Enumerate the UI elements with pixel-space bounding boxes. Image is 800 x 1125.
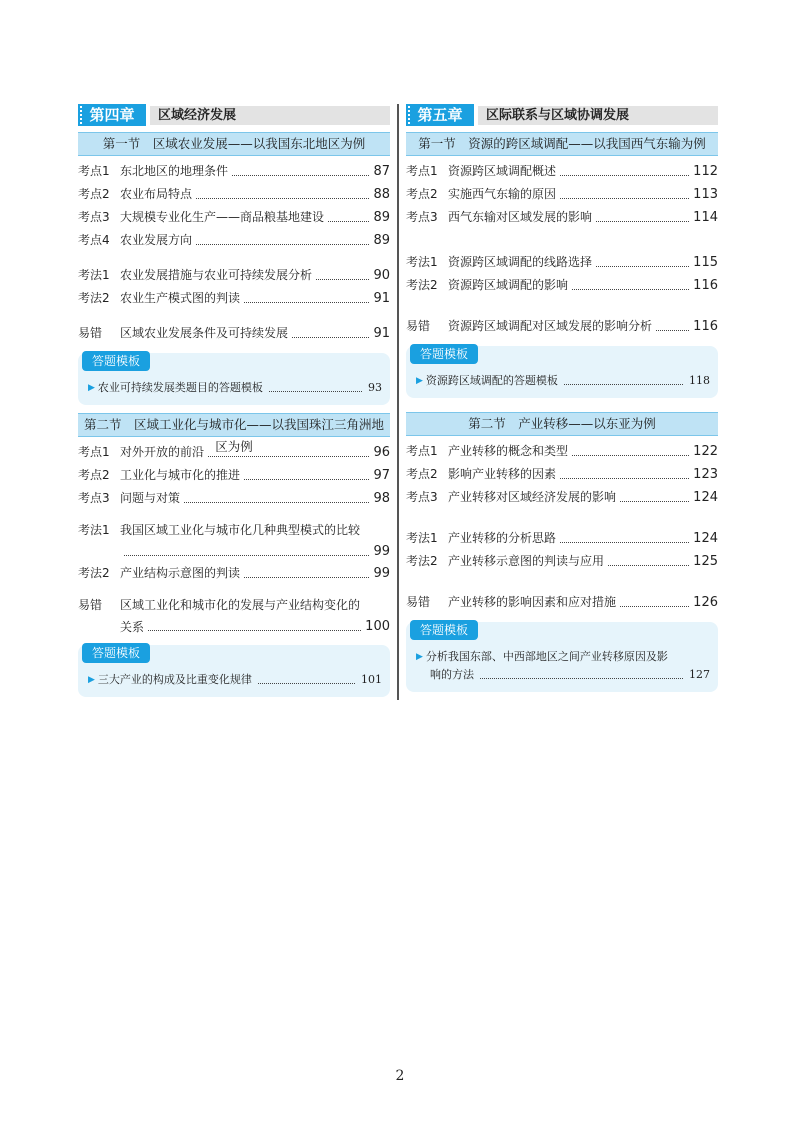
entry-label: 考点1 (78, 445, 110, 459)
toc-entry[interactable] (78, 287, 390, 310)
entry-label: 考点3 (406, 490, 438, 504)
toc-entry[interactable] (78, 464, 390, 487)
entry-text: 资源跨区域调配的线路选择 (448, 255, 593, 269)
entry-page: 89 (373, 233, 390, 248)
toc-entry[interactable] (78, 183, 390, 206)
toc-entry[interactable] (406, 550, 718, 573)
triangle-right-icon: ▶ (416, 652, 423, 662)
entry-page: 100 (365, 619, 390, 634)
entry-text: 区域工业化和城市化的发展与产业结构变化的 (120, 598, 361, 612)
entry-label: 考法1 (406, 255, 438, 269)
toc-entry[interactable] (78, 597, 390, 617)
entry-label: 考点2 (406, 187, 438, 201)
toc-entry[interactable] (406, 160, 718, 183)
chapter-header (78, 104, 390, 126)
entry-page: 88 (373, 187, 390, 202)
entry-label: 考点4 (78, 233, 110, 247)
entry-page: 123 (693, 467, 718, 482)
entry-label: 考点3 (406, 210, 438, 224)
entry-text: 工业化与城市化的推进 (120, 468, 241, 482)
entry-page: 113 (693, 187, 718, 202)
entry-label: 考点3 (78, 491, 110, 505)
entry-text: 东北地区的地理条件 (120, 164, 229, 178)
entry-label: 考法2 (78, 291, 110, 305)
entry-label: 考法1 (406, 531, 438, 545)
column-divider (397, 104, 399, 700)
entry-label: 易错 (78, 598, 103, 612)
entry-text-cont: 关系 (120, 620, 145, 634)
toc-entry[interactable] (78, 322, 390, 345)
entry-text: 产业转移对区域经济发展的影响 (448, 490, 617, 504)
entry-text: 产业结构示意图的判读 (120, 566, 241, 580)
page-number: 2 (395, 1068, 405, 1084)
section-title[interactable]: 第二节 区域工业化与城市化——以我国珠江三角洲地区为例 (78, 413, 390, 437)
triangle-right-icon: ▶ (416, 376, 423, 386)
entry-page: 124 (693, 531, 718, 546)
template-text: 资源跨区域调配的答题模板 (425, 374, 558, 387)
entry-label: 考法2 (78, 566, 110, 580)
answer-template-box (406, 346, 718, 398)
entry-page: 97 (373, 468, 390, 483)
chapter-5-column (406, 104, 718, 692)
section-title[interactable]: 第二节 产业转移——以东亚为例 (406, 412, 718, 436)
answer-template-box (406, 622, 718, 692)
entry-page: 112 (693, 164, 718, 179)
entry-label: 易错 (406, 319, 431, 333)
entry-text: 农业发展措施与农业可持续发展分析 (120, 268, 313, 282)
toc-entry[interactable] (406, 251, 718, 274)
entry-page: 99 (373, 544, 390, 559)
template-entry[interactable] (416, 648, 710, 666)
entry-text: 资源跨区域调配概述 (448, 164, 557, 178)
toc-entry[interactable] (78, 264, 390, 287)
toc-entry[interactable] (78, 562, 390, 585)
toc-entry[interactable] (406, 274, 718, 297)
chapter-number: 第五章 (417, 106, 463, 124)
entry-text: 产业转移示意图的判读与应用 (448, 554, 605, 568)
template-text: 农业可持续发展类题目的答题模板 (97, 381, 263, 394)
entry-label: 易错 (78, 326, 103, 340)
entry-text: 资源跨区域调配的影响 (448, 278, 569, 292)
entry-text: 西气东输对区域发展的影响 (448, 210, 593, 224)
entry-text: 实施西气东输的原因 (448, 187, 557, 201)
answer-template-tag: 答题模板 (410, 344, 478, 364)
entry-page: 116 (693, 278, 718, 293)
answer-template-tag: 答题模板 (82, 643, 150, 663)
template-text: 三大产业的构成及比重变化规律 (97, 673, 252, 686)
section-title[interactable]: 第一节 资源的跨区域调配——以我国西气东输为例 (406, 132, 718, 156)
chapter-header (406, 104, 718, 126)
toc-entry[interactable] (78, 487, 390, 510)
entry-page: 96 (373, 445, 390, 460)
entry-text: 对外开放的前沿 (120, 445, 205, 459)
entry-text: 资源跨区域调配对区域发展的影响分析 (448, 319, 653, 333)
entry-label: 考法2 (406, 278, 438, 292)
template-page: 93 (368, 381, 382, 394)
entry-page: 91 (373, 291, 390, 306)
toc-entry-continuation[interactable] (78, 542, 390, 562)
toc-entry[interactable] (406, 527, 718, 550)
entry-text: 问题与对策 (120, 491, 181, 505)
entry-label: 考点2 (78, 187, 110, 201)
entry-text: 农业生产模式图的判读 (120, 291, 241, 305)
entry-label: 考点1 (406, 164, 438, 178)
template-text: 分析我国东部、中西部地区之间产业转移原因及影 (425, 650, 668, 663)
answer-template-box (78, 645, 390, 697)
entry-label: 考法1 (78, 268, 110, 282)
template-entry[interactable] (88, 671, 382, 689)
entry-text: 产业转移的影响因素和应对措施 (448, 595, 617, 609)
toc-entry[interactable] (406, 183, 718, 206)
entry-text: 影响产业转移的因素 (448, 467, 557, 481)
toc-entry[interactable] (406, 463, 718, 486)
template-entry[interactable] (416, 372, 710, 390)
chapter-number-badge (78, 104, 146, 126)
entry-page: 87 (373, 164, 390, 179)
toc-entry[interactable] (78, 229, 390, 252)
template-entry-continuation[interactable] (416, 666, 710, 684)
entry-page: 98 (373, 491, 390, 506)
entry-page: 91 (373, 326, 390, 341)
template-page: 101 (361, 673, 382, 686)
entry-label: 考点2 (406, 467, 438, 481)
entry-text: 农业发展方向 (120, 233, 193, 247)
answer-template-box (78, 353, 390, 405)
entry-text: 我国区域工业化与城市化几种典型模式的比较 (120, 523, 361, 537)
toc-entry[interactable] (78, 206, 390, 229)
triangle-right-icon: ▶ (88, 383, 95, 393)
answer-template-tag: 答题模板 (410, 620, 478, 640)
entry-label: 考法2 (406, 554, 438, 568)
template-text-cont: 响的方法 (430, 668, 474, 681)
toc-entry[interactable] (406, 315, 718, 338)
entry-page: 115 (693, 255, 718, 270)
template-page: 127 (689, 668, 710, 681)
entry-page: 114 (693, 210, 718, 225)
entry-label: 考点3 (78, 210, 110, 224)
entry-page: 90 (373, 268, 390, 283)
entry-text: 产业转移的概念和类型 (448, 444, 569, 458)
section-title[interactable]: 第一节 区域农业发展——以我国东北地区为例 (78, 132, 390, 156)
chapter-4-column (78, 104, 390, 697)
entry-label: 考点2 (78, 468, 110, 482)
entry-label: 考法1 (78, 523, 110, 537)
entry-page: 89 (373, 210, 390, 225)
toc-entry-continuation[interactable] (78, 617, 390, 637)
entry-page: 125 (693, 554, 718, 569)
toc-entry[interactable] (406, 591, 718, 614)
entry-text: 大规模专业化生产——商品粮基地建设 (120, 210, 325, 224)
toc-entry[interactable] (78, 522, 390, 542)
toc-entry[interactable] (406, 206, 718, 229)
template-page: 118 (689, 374, 710, 387)
chapter-number-badge (406, 104, 474, 126)
entry-text: 农业布局特点 (120, 187, 193, 201)
entry-label: 考点1 (78, 164, 110, 178)
template-entry[interactable] (88, 379, 382, 397)
triangle-right-icon: ▶ (88, 675, 95, 685)
answer-template-tag: 答题模板 (82, 351, 150, 371)
toc-entry[interactable] (406, 440, 718, 463)
entry-page: 122 (693, 444, 718, 459)
toc-entry[interactable] (406, 486, 718, 509)
entry-page: 99 (373, 566, 390, 581)
entry-page: 116 (693, 319, 718, 334)
chapter-number: 第四章 (89, 106, 135, 124)
entry-text: 产业转移的分析思路 (448, 531, 557, 545)
entry-page: 126 (693, 595, 718, 610)
chapter-title: 区际联系与区域协调发展 (478, 106, 718, 125)
entry-page: 124 (693, 490, 718, 505)
toc-entry[interactable] (78, 160, 390, 183)
entry-text: 区域农业发展条件及可持续发展 (120, 326, 289, 340)
chapter-title: 区域经济发展 (150, 106, 390, 125)
entry-label: 易错 (406, 595, 431, 609)
entry-label: 考点1 (406, 444, 438, 458)
